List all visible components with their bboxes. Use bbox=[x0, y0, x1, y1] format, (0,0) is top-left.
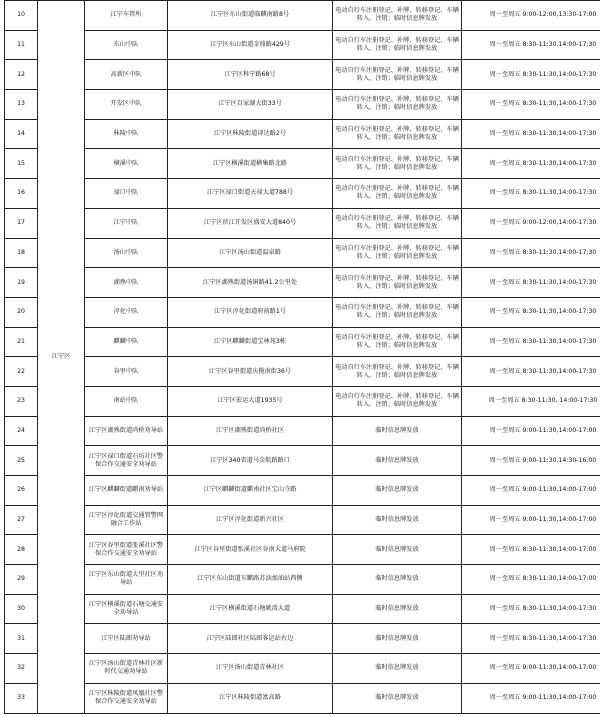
address-cell: 江宁区横溪街道横集路北路 bbox=[168, 149, 333, 179]
table-row bbox=[5, 683, 600, 713]
address-cell: 江宁区秣陵街道富高路 bbox=[168, 683, 333, 713]
address-cell: 江宁区汤山街道青林社区 bbox=[168, 654, 333, 684]
row-number-cell: 31 bbox=[5, 624, 38, 654]
unit-name-cell: 淳化中队 bbox=[85, 297, 168, 327]
table-row bbox=[5, 238, 600, 268]
office-hours-cell: 周一至周五 8:30-11:30,14:00-17:30 bbox=[462, 327, 600, 357]
service-cell: 临时信息牌发放 bbox=[333, 476, 462, 506]
unit-name-cell: 湖熟中队 bbox=[85, 268, 168, 298]
row-number-cell: 19 bbox=[5, 268, 38, 298]
address-cell: 江宁区淳化街道新兴社区 bbox=[168, 505, 333, 535]
office-hours-cell: 周一至周五 8:30-11:30,14:00-17:30 bbox=[462, 268, 600, 298]
unit-name-cell: 横溪中队 bbox=[85, 149, 168, 179]
address-cell: 江宁区麒麟街道宝林苑3栋 bbox=[168, 327, 333, 357]
office-hours-cell: 周一至周五 9:00-12:00,14:00-17:30 bbox=[462, 208, 600, 238]
table-row bbox=[5, 30, 600, 60]
address-cell: 江宁区滨江开发区盛安大道840号 bbox=[168, 208, 333, 238]
address-cell: 江宁区340省道马金航路路口 bbox=[168, 446, 333, 476]
row-number-cell: 23 bbox=[5, 386, 38, 416]
unit-name-cell: 江宁区秣陵街道凤凰社区警保合作交通安全劝导站 bbox=[85, 683, 168, 713]
service-cell: 电动自行车注册登记、补牌、转移登记、车辆转入、注销；临时信息牌发放 bbox=[333, 149, 462, 179]
service-cell: 电动自行车注册登记、补牌、转移登记、车辆转入、注销；临时信息牌发放 bbox=[333, 90, 462, 120]
office-hours-cell: 周一至周五 8:30-11:30,14:00-17:30 bbox=[462, 624, 600, 654]
office-hours-cell: 周一至周五 8:30-11:30,14:00-17:30 bbox=[462, 297, 600, 327]
unit-name-cell: 江宁区汤山街道青林社区新时代交通劝导站 bbox=[85, 654, 168, 684]
service-cell: 电动自行车注册登记、补牌、转移登记、车辆转入、注销；临时信息牌发放 bbox=[333, 268, 462, 298]
table-row bbox=[5, 119, 600, 149]
unit-name-cell: 江宁车管所 bbox=[85, 1, 168, 31]
service-cell: 电动自行车注册登记、补牌、转移登记、车辆转入、注销；临时信息牌发放 bbox=[333, 297, 462, 327]
office-hours-cell: 周一至周五 9:00-12:00,13:30-17:00 bbox=[462, 1, 600, 31]
service-cell: 电动自行车注册登记、补牌、转移登记、车辆转入、注销；临时信息牌发放 bbox=[333, 60, 462, 90]
row-number-cell: 10 bbox=[5, 1, 38, 31]
office-hours-cell: 周一至周五 8:30-11:30,14:00-17:30 bbox=[462, 90, 600, 120]
table-row bbox=[5, 268, 600, 298]
table-row bbox=[5, 386, 600, 416]
unit-name-cell: 江宁区禄口街道石坊社区警保合作交通安全劝导站 bbox=[85, 446, 168, 476]
service-cell: 临时信息牌发放 bbox=[333, 535, 462, 565]
table-body bbox=[5, 1, 600, 714]
service-points-table bbox=[4, 0, 600, 714]
address-cell: 江宁区谷里街道庆揽南街36号 bbox=[168, 357, 333, 387]
unit-name-cell: 江宁区谷里街道张溪社区警保合作交通安全劝导站 bbox=[85, 535, 168, 565]
table-row bbox=[5, 535, 600, 565]
unit-name-cell: 麒麟中队 bbox=[85, 327, 168, 357]
address-cell: 江宁区百家湖大街33号 bbox=[168, 90, 333, 120]
unit-name-cell: 谷里中队 bbox=[85, 357, 168, 387]
unit-name-cell: 秣陵中队 bbox=[85, 119, 168, 149]
row-number-cell: 26 bbox=[5, 476, 38, 506]
unit-name-cell: 江宁区陆郎劝导站 bbox=[85, 624, 168, 654]
service-cell: 临时信息牌发放 bbox=[333, 565, 462, 595]
row-number-cell: 32 bbox=[5, 654, 38, 684]
service-cell: 电动自行车注册登记、补牌、转移登记、车辆转入、注销；临时信息牌发放 bbox=[333, 357, 462, 387]
office-hours-cell: 周一至周五 8:30-11:30,14:00-17:30 bbox=[462, 30, 600, 60]
row-number-cell: 17 bbox=[5, 208, 38, 238]
unit-name-cell: 开发区中队 bbox=[85, 90, 168, 120]
table-row bbox=[5, 416, 600, 446]
service-cell: 电动自行车注册登记、补牌、转移登记、车辆转入、注销；临时信息牌发放 bbox=[333, 386, 462, 416]
office-hours-cell: 周一至周五 8:30-11:30, 14:00-17:30 bbox=[462, 386, 600, 416]
table-row bbox=[5, 476, 600, 506]
table-row bbox=[5, 208, 600, 238]
district-cell: 江宁区 bbox=[38, 1, 85, 714]
service-cell: 临时信息牌发放 bbox=[333, 416, 462, 446]
service-cell: 临时信息牌发放 bbox=[333, 624, 462, 654]
row-number-cell: 25 bbox=[5, 446, 38, 476]
office-hours-cell: 周一至周五 8:30-11:30,14:00-17:30 bbox=[462, 238, 600, 268]
row-number-cell: 18 bbox=[5, 238, 38, 268]
table-row bbox=[5, 446, 600, 476]
service-cell: 电动自行车注册登记、补牌、转移登记、车辆转入、注销；临时信息牌发放 bbox=[333, 1, 462, 31]
office-hours-cell: 周一至周五 9:00-11:30,14:00-17:00 bbox=[462, 654, 600, 684]
table-row bbox=[5, 179, 600, 209]
unit-name-cell: 东山中队 bbox=[85, 30, 168, 60]
unit-name-cell: 江宁区东山街道大里社区劝导站 bbox=[85, 565, 168, 595]
row-number-cell: 20 bbox=[5, 297, 38, 327]
service-cell: 电动自行车注册登记、补牌、转移登记、车辆转入、注销；临时信息牌发放 bbox=[333, 238, 462, 268]
table-row bbox=[5, 327, 600, 357]
table-row bbox=[5, 357, 600, 387]
row-number-cell: 24 bbox=[5, 416, 38, 446]
table-row bbox=[5, 90, 600, 120]
row-number-cell: 28 bbox=[5, 535, 38, 565]
office-hours-cell: 周一至周五 8:30-11:30,14:00-17:00 bbox=[462, 565, 600, 595]
address-cell: 江宁区陆郎社区陆郎客运站右边 bbox=[168, 624, 333, 654]
table-row bbox=[5, 594, 600, 624]
office-hours-cell: 周一至周五 9:00-11:30,14:30-16:00 bbox=[462, 446, 600, 476]
unit-name-cell: 汤山中队 bbox=[85, 238, 168, 268]
address-cell: 江宁区东山街道东麒路苏油加油站西侧 bbox=[168, 565, 333, 595]
row-number-cell: 22 bbox=[5, 357, 38, 387]
unit-name-cell: 禄口中队 bbox=[85, 179, 168, 209]
unit-name-cell: 江宁区横溪街道石塘交通安全劝导站 bbox=[85, 594, 168, 624]
address-cell: 江宁区淳化街道府前路1号 bbox=[168, 297, 333, 327]
row-number-cell: 12 bbox=[5, 60, 38, 90]
unit-name-cell: 高新区中队 bbox=[85, 60, 168, 90]
service-cell: 临时信息牌发放 bbox=[333, 683, 462, 713]
unit-name-cell: 江宁区湖熟街道尚桥劝导站 bbox=[85, 416, 168, 446]
unit-name-cell: 南站中队 bbox=[85, 386, 168, 416]
row-number-cell: 29 bbox=[5, 565, 38, 595]
row-number-cell: 13 bbox=[5, 90, 38, 120]
row-number-cell: 33 bbox=[5, 683, 38, 713]
address-cell: 江宁区宏运大道1935号 bbox=[168, 386, 333, 416]
row-number-cell: 21 bbox=[5, 327, 38, 357]
office-hours-cell: 周一至周五 8:30-11:30,14:00-17:30 bbox=[462, 179, 600, 209]
office-hours-cell: 周一至周五 9:00-11:30,14:00-17:00 bbox=[462, 476, 600, 506]
office-hours-cell: 周一至周五 8:30-11:30,14:00-17:30 bbox=[462, 149, 600, 179]
table-row bbox=[5, 505, 600, 535]
unit-name-cell: 江宁区麒麟街道麒南劝导站 bbox=[85, 476, 168, 506]
address-cell: 江宁区汤山街道温泉路 bbox=[168, 238, 333, 268]
table-row bbox=[5, 60, 600, 90]
unit-name-cell: 江宁中队 bbox=[85, 208, 168, 238]
address-cell: 江宁区东山街道金鼎路429号 bbox=[168, 30, 333, 60]
service-cell: 电动自行车注册登记、补牌、转移登记、车辆转入、注销；临时信息牌发放 bbox=[333, 208, 462, 238]
address-cell: 江宁区湖熟街道汤铜路41.2公里处 bbox=[168, 268, 333, 298]
table-row bbox=[5, 654, 600, 684]
address-cell: 江宁区科宁路68号 bbox=[168, 60, 333, 90]
office-hours-cell: 周一至周五 8:30-11:30,14:00-17:30 bbox=[462, 357, 600, 387]
office-hours-cell: 周一至周五 8:30-11:30,14:00-17:30 bbox=[462, 119, 600, 149]
row-number-cell: 30 bbox=[5, 594, 38, 624]
service-cell: 临时信息牌发放 bbox=[333, 505, 462, 535]
table-row bbox=[5, 297, 600, 327]
address-cell: 江宁区麒麟街道麒南社区宝山寺路 bbox=[168, 476, 333, 506]
service-cell: 电动自行车注册登记、补牌、转移登记、车辆转入、注销；临时信息牌发放 bbox=[333, 179, 462, 209]
service-cell: 电动自行车注册登记、补牌、转移登记、车辆转入、注销；临时信息牌发放 bbox=[333, 119, 462, 149]
row-number-cell: 14 bbox=[5, 119, 38, 149]
office-hours-cell: 周一至周五 8:30-11:30,14:00-17:30 bbox=[462, 60, 600, 90]
office-hours-cell: 周一至周五 8:30-11:30,14:00-17:00 bbox=[462, 535, 600, 565]
service-cell: 临时信息牌发放 bbox=[333, 654, 462, 684]
address-cell: 江宁区禄口街道天禄大道788号 bbox=[168, 179, 333, 209]
address-cell: 江宁区秣陵街道译达路2号 bbox=[168, 119, 333, 149]
address-cell: 江宁区谷里街道张溪社区谷南大道马府院 bbox=[168, 535, 333, 565]
table-row bbox=[5, 149, 600, 179]
service-cell: 电动自行车注册登记、补牌、转移登记、车辆转入、注销；临时信息牌发放 bbox=[333, 327, 462, 357]
row-number-cell: 27 bbox=[5, 505, 38, 535]
table-row bbox=[5, 624, 600, 654]
table-row bbox=[5, 565, 600, 595]
address-cell: 江宁区湖熟街道尚桥社区 bbox=[168, 416, 333, 446]
service-cell: 电动自行车注册登记、补牌、转移登记、车辆转入、注销；临时信息牌发放 bbox=[333, 30, 462, 60]
row-number-cell: 16 bbox=[5, 179, 38, 209]
address-cell: 江宁区横溪街道石塘姚湾大道 bbox=[168, 594, 333, 624]
office-hours-cell: 周一至周五 9:00-11:30,14:00-17:00 bbox=[462, 505, 600, 535]
address-cell: 江宁区东山街道临麒南路8号 bbox=[168, 1, 333, 31]
row-number-cell: 11 bbox=[5, 30, 38, 60]
office-hours-cell: 周一至周五 8:30-11:30,14:00-17:30 bbox=[462, 594, 600, 624]
office-hours-cell: 周一至周五 9:00-11:30,14:00-17:00 bbox=[462, 683, 600, 713]
service-cell: 临时信息牌发放 bbox=[333, 446, 462, 476]
table-row bbox=[5, 1, 600, 31]
unit-name-cell: 江宁区淳化街道交通管警网融合工作站 bbox=[85, 505, 168, 535]
office-hours-cell: 周一至周五 9:00-11:30,14:00-17:00 bbox=[462, 416, 600, 446]
service-cell: 临时信息牌发放 bbox=[333, 594, 462, 624]
row-number-cell: 15 bbox=[5, 149, 38, 179]
